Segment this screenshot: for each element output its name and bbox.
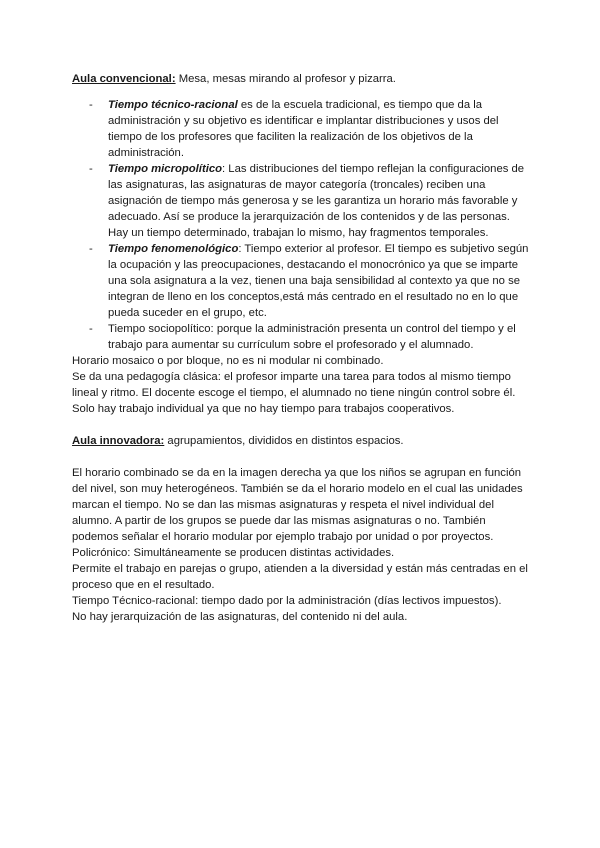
section-intro: Mesa, mesas mirando al profesor y pizarra.	[175, 73, 396, 85]
list-item	[108, 321, 532, 353]
bullet-term: Tiempo fenomenológico	[108, 243, 239, 255]
bullet-list	[72, 97, 532, 353]
bullet-term: Tiempo técnico-racional	[108, 99, 238, 111]
section-intro: agrupamientos, divididos en distintos espacios.	[164, 435, 404, 447]
paragraph: Permite el trabajo en parejas o grupo, atienden a la diversidad y están más centradas en el proceso que en el resultado.	[72, 563, 528, 591]
paragraph: Policrónico: Simultáneamente se producen distintas actividades.	[72, 547, 395, 559]
section-gap	[72, 417, 532, 433]
section-heading-convencional: Aula convencional:	[72, 73, 176, 85]
paragraph: No hay jerarquización de las asignaturas, del contenido ni del aula.	[72, 611, 408, 623]
paragraph: El horario combinado se da en la imagen derecha ya que los niños se agrupan en función del nivel, son muy heterogéneos. También se da el horario modelo en el cual las unidades marcan el tiempo. No se dan las mismas asignaturas y respeta el nivel individual del alumno. A partir de los grupos se puede dar las mismas asignaturas o no. También podemos señalar el horario modular por ejemplo trabajo por unidad o por proyectos.	[72, 467, 523, 543]
paragraph: Tiempo Técnico-racional: tiempo dado por la administración (días lectivos impuestos).	[72, 595, 502, 607]
bullet-text: Tiempo sociopolítico: porque la administración presenta un control del tiempo y el trabajo para aumentar su currículum sobre el profesorado y el alumnado.	[108, 323, 516, 351]
list-item	[108, 241, 532, 321]
section-heading-line	[72, 71, 532, 87]
paragraph: Se da una pedagogía clásica: el profesor imparte una tarea para todos al mismo tiempo lineal y ritmo. El docente escoge el tiempo, el alumnado no tiene ningún control sobre él.	[72, 371, 516, 399]
bullet-text: : Las distribuciones del tiempo reflejan la configuraciones de las asignaturas, las asignaturas de mayor categoría (troncales) reciben una asignación de tiempo más generosa y se les garantiza un horario más favorable y adecuado. Así se produce la jerarquización de los contenidos y de las personas. Hay un tiempo determinado, trabajan lo mismo, hay fragmentos temporales.	[108, 163, 525, 239]
bullet-text: es de la escuela tradicional, es tiempo que da la administración y su objetivo es identificar e implantar distribuciones y usos del tiempo de los profesores que faciliten la realización de los objetivos de la administración.	[108, 99, 499, 159]
paragraph: Solo hay trabajo individual ya que no hay tiempo para trabajos cooperativos.	[72, 403, 455, 415]
paragraph: Horario mosaico o por bloque, no es ni modular ni combinado.	[72, 355, 384, 367]
section-heading-innovadora: Aula innovadora:	[72, 435, 165, 447]
bullet-text: : Tiempo exterior al profesor. El tiempo es subjetivo según la ocupación y las preocupaciones, destacando el monocrónico ya que se imparte una sola asignatura a la vez, tienen una baja sensibilidad al contexto ya que no se integran de lleno en los conceptos,está más centrado en el resultado no en lo que pueda suceder en el grupo, etc.	[108, 243, 529, 319]
document-page	[72, 71, 532, 625]
list-item	[108, 161, 532, 241]
section-heading-line	[72, 433, 532, 449]
list-item	[108, 97, 532, 161]
section-gap	[72, 449, 532, 465]
bullet-term: Tiempo micropolítico	[108, 163, 223, 175]
